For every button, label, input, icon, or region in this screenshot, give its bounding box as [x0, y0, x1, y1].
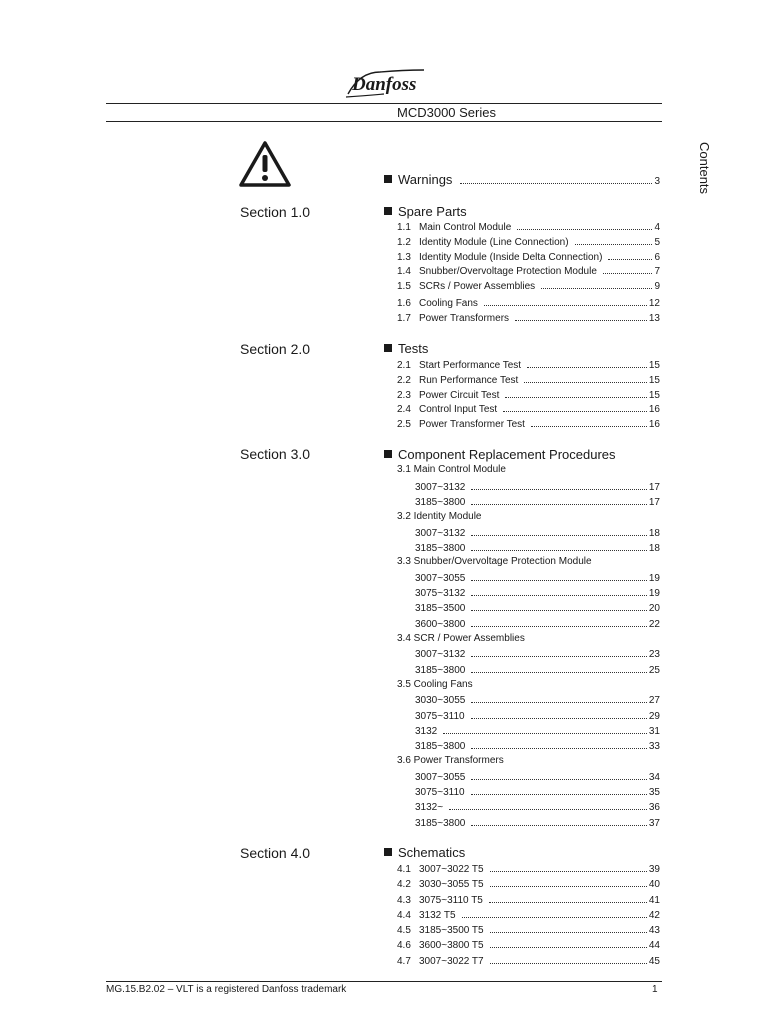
- dot-leader: [490, 877, 647, 887]
- toc-subentry[interactable]: 3132 31: [415, 726, 660, 737]
- toc-subentry[interactable]: 3185~3800 33: [415, 741, 660, 752]
- header-rule-top: [106, 103, 662, 104]
- dot-leader: [471, 526, 647, 536]
- dot-leader: [575, 235, 653, 245]
- toc-subentry[interactable]: 3007~3055 34: [415, 772, 660, 783]
- dot-leader: [471, 647, 647, 657]
- toc-subentry[interactable]: 3007~3132 18: [415, 528, 660, 539]
- bullet-square-icon: [384, 175, 392, 183]
- toc-subentry[interactable]: 3007~3132 23: [415, 649, 660, 660]
- dot-leader: [471, 816, 647, 826]
- toc-entry[interactable]: 2.3 Power Circuit Test 15: [397, 390, 660, 401]
- dot-leader: [471, 739, 647, 749]
- dot-leader: [471, 601, 647, 611]
- toc-entry[interactable]: 2.5 Power Transformer Test 16: [397, 419, 660, 430]
- dot-leader: [471, 586, 647, 596]
- section-heading: Schematics: [384, 845, 465, 861]
- toc-subgroup-title[interactable]: 3.4 SCR / Power Assemblies: [397, 633, 525, 644]
- toc-entry[interactable]: 4.6 3600~3800 T5 44: [397, 940, 660, 951]
- toc-subgroup-title[interactable]: 3.3 Snubber/Overvoltage Protection Module: [397, 556, 592, 567]
- dot-leader: [460, 174, 652, 184]
- toc-entry[interactable]: 4.4 3132 T5 42: [397, 910, 660, 921]
- section-heading: Component Replacement Procedures: [384, 447, 616, 463]
- toc-subentry[interactable]: 3185~3800 37: [415, 818, 660, 829]
- dot-leader: [471, 663, 647, 673]
- toc-subentry[interactable]: 3007~3132 17: [415, 482, 660, 493]
- dot-leader: [608, 250, 652, 260]
- dot-leader: [603, 264, 653, 274]
- section-heading: Tests: [384, 341, 428, 357]
- section-label: Section 2.0: [240, 341, 311, 357]
- bullet-square-icon: [384, 344, 392, 352]
- dot-leader: [471, 541, 647, 551]
- dot-leader: [471, 571, 647, 581]
- toc-subentry[interactable]: 3185~3500 20: [415, 603, 660, 614]
- header-rule-bottom: [106, 121, 662, 122]
- dot-leader: [471, 617, 647, 627]
- toc-entry[interactable]: 2.4 Control Input Test 16: [397, 404, 660, 415]
- dot-leader: [541, 279, 652, 289]
- toc-subentry[interactable]: 3185~3800 18: [415, 543, 660, 554]
- dot-leader: [524, 373, 647, 383]
- bullet-square-icon: [384, 207, 392, 215]
- dot-leader: [489, 893, 647, 903]
- dot-leader: [490, 923, 647, 933]
- toc-entry[interactable]: 1.1 Main Control Module 4: [397, 222, 660, 233]
- toc-entry[interactable]: 4.7 3007~3022 T7 45: [397, 956, 660, 967]
- warnings-heading: Warnings: [384, 172, 452, 188]
- dot-leader: [449, 800, 647, 810]
- toc-subgroup-title[interactable]: 3.2 Identity Module: [397, 511, 482, 522]
- contents-side-tab: Contents: [697, 142, 712, 195]
- toc-entry[interactable]: 4.2 3030~3055 T5 40: [397, 879, 660, 890]
- warning-triangle-icon: [238, 140, 292, 188]
- dot-leader: [462, 908, 647, 918]
- dot-leader: [515, 311, 647, 321]
- toc-entry[interactable]: 4.5 3185~3500 T5 43: [397, 925, 660, 936]
- toc-subentry[interactable]: 3600~3800 22: [415, 619, 660, 630]
- toc-entry[interactable]: 1.4 Snubber/Overvoltage Protection Module 7: [397, 266, 660, 277]
- toc-entry[interactable]: 2.2 Run Performance Test 15: [397, 375, 660, 386]
- toc-subentry[interactable]: 3185~3800 17: [415, 497, 660, 508]
- dot-leader: [527, 358, 647, 368]
- bullet-square-icon: [384, 450, 392, 458]
- toc-entry[interactable]: 1.2 Identity Module (Line Connection) 5: [397, 237, 660, 248]
- toc-entry[interactable]: 2.1 Start Performance Test 15: [397, 360, 660, 371]
- toc-subentry[interactable]: 3075~3110 29: [415, 711, 660, 722]
- section-label: Section 1.0: [240, 204, 311, 220]
- dot-leader: [484, 296, 647, 306]
- toc-entry[interactable]: 1.3 Identity Module (Inside Delta Connection) 6: [397, 252, 660, 263]
- series-title: MCD3000 Series: [397, 105, 496, 120]
- footer-trademark-text: MG.15.B2.02 – VLT is a registered Danfoss trademark: [106, 984, 347, 995]
- dot-leader: [471, 709, 647, 719]
- toc-entry[interactable]: 1.6 Cooling Fans 12: [397, 298, 660, 309]
- section-label: Section 3.0: [240, 446, 311, 462]
- toc-subgroup-title[interactable]: 3.1 Main Control Module: [397, 464, 506, 475]
- toc-entry[interactable]: 1.5 SCRs / Power Assemblies 9: [397, 281, 660, 292]
- dot-leader: [471, 785, 647, 795]
- logo-wordmark: Danfoss: [352, 74, 417, 95]
- section-label: Section 4.0: [240, 845, 311, 861]
- dot-leader: [490, 862, 647, 872]
- toc-subentry[interactable]: 3075~3110 35: [415, 787, 660, 798]
- section-heading: Spare Parts: [384, 204, 467, 220]
- footer-rule: [106, 981, 662, 982]
- dot-leader: [471, 480, 647, 490]
- dot-leader: [505, 388, 646, 398]
- dot-leader: [503, 402, 647, 412]
- toc-entry[interactable]: 1.7 Power Transformers 13: [397, 313, 660, 324]
- dot-leader: [531, 417, 647, 427]
- footer-page-number: 1: [652, 984, 658, 995]
- toc-entry[interactable]: 4.3 3075~3110 T5 41: [397, 895, 660, 906]
- dot-leader: [490, 954, 647, 964]
- dot-leader: [471, 693, 647, 703]
- dot-leader: [443, 724, 647, 734]
- bullet-square-icon: [384, 848, 392, 856]
- dot-leader: [490, 938, 647, 948]
- toc-subgroup-title[interactable]: 3.6 Power Transformers: [397, 755, 504, 766]
- dot-leader: [471, 495, 647, 505]
- toc-subentry[interactable]: 3030~3055 27: [415, 695, 660, 706]
- toc-page-number: 3: [654, 176, 660, 187]
- toc-subentry[interactable]: 3007~3055 19: [415, 573, 660, 584]
- toc-entry[interactable]: 4.1 3007~3022 T5 39: [397, 864, 660, 875]
- dot-leader: [471, 770, 647, 780]
- toc-subentry[interactable]: 3075~3132 19: [415, 588, 660, 599]
- dot-leader: [517, 220, 652, 230]
- toc-subgroup-title[interactable]: 3.5 Cooling Fans: [397, 679, 473, 690]
- warnings-leader-row[interactable]: [440, 174, 660, 188]
- danfoss-logo: [340, 64, 430, 102]
- toc-subentry[interactable]: 3185~3800 25: [415, 665, 660, 676]
- toc-subentry[interactable]: 3132~ 36: [415, 802, 660, 813]
